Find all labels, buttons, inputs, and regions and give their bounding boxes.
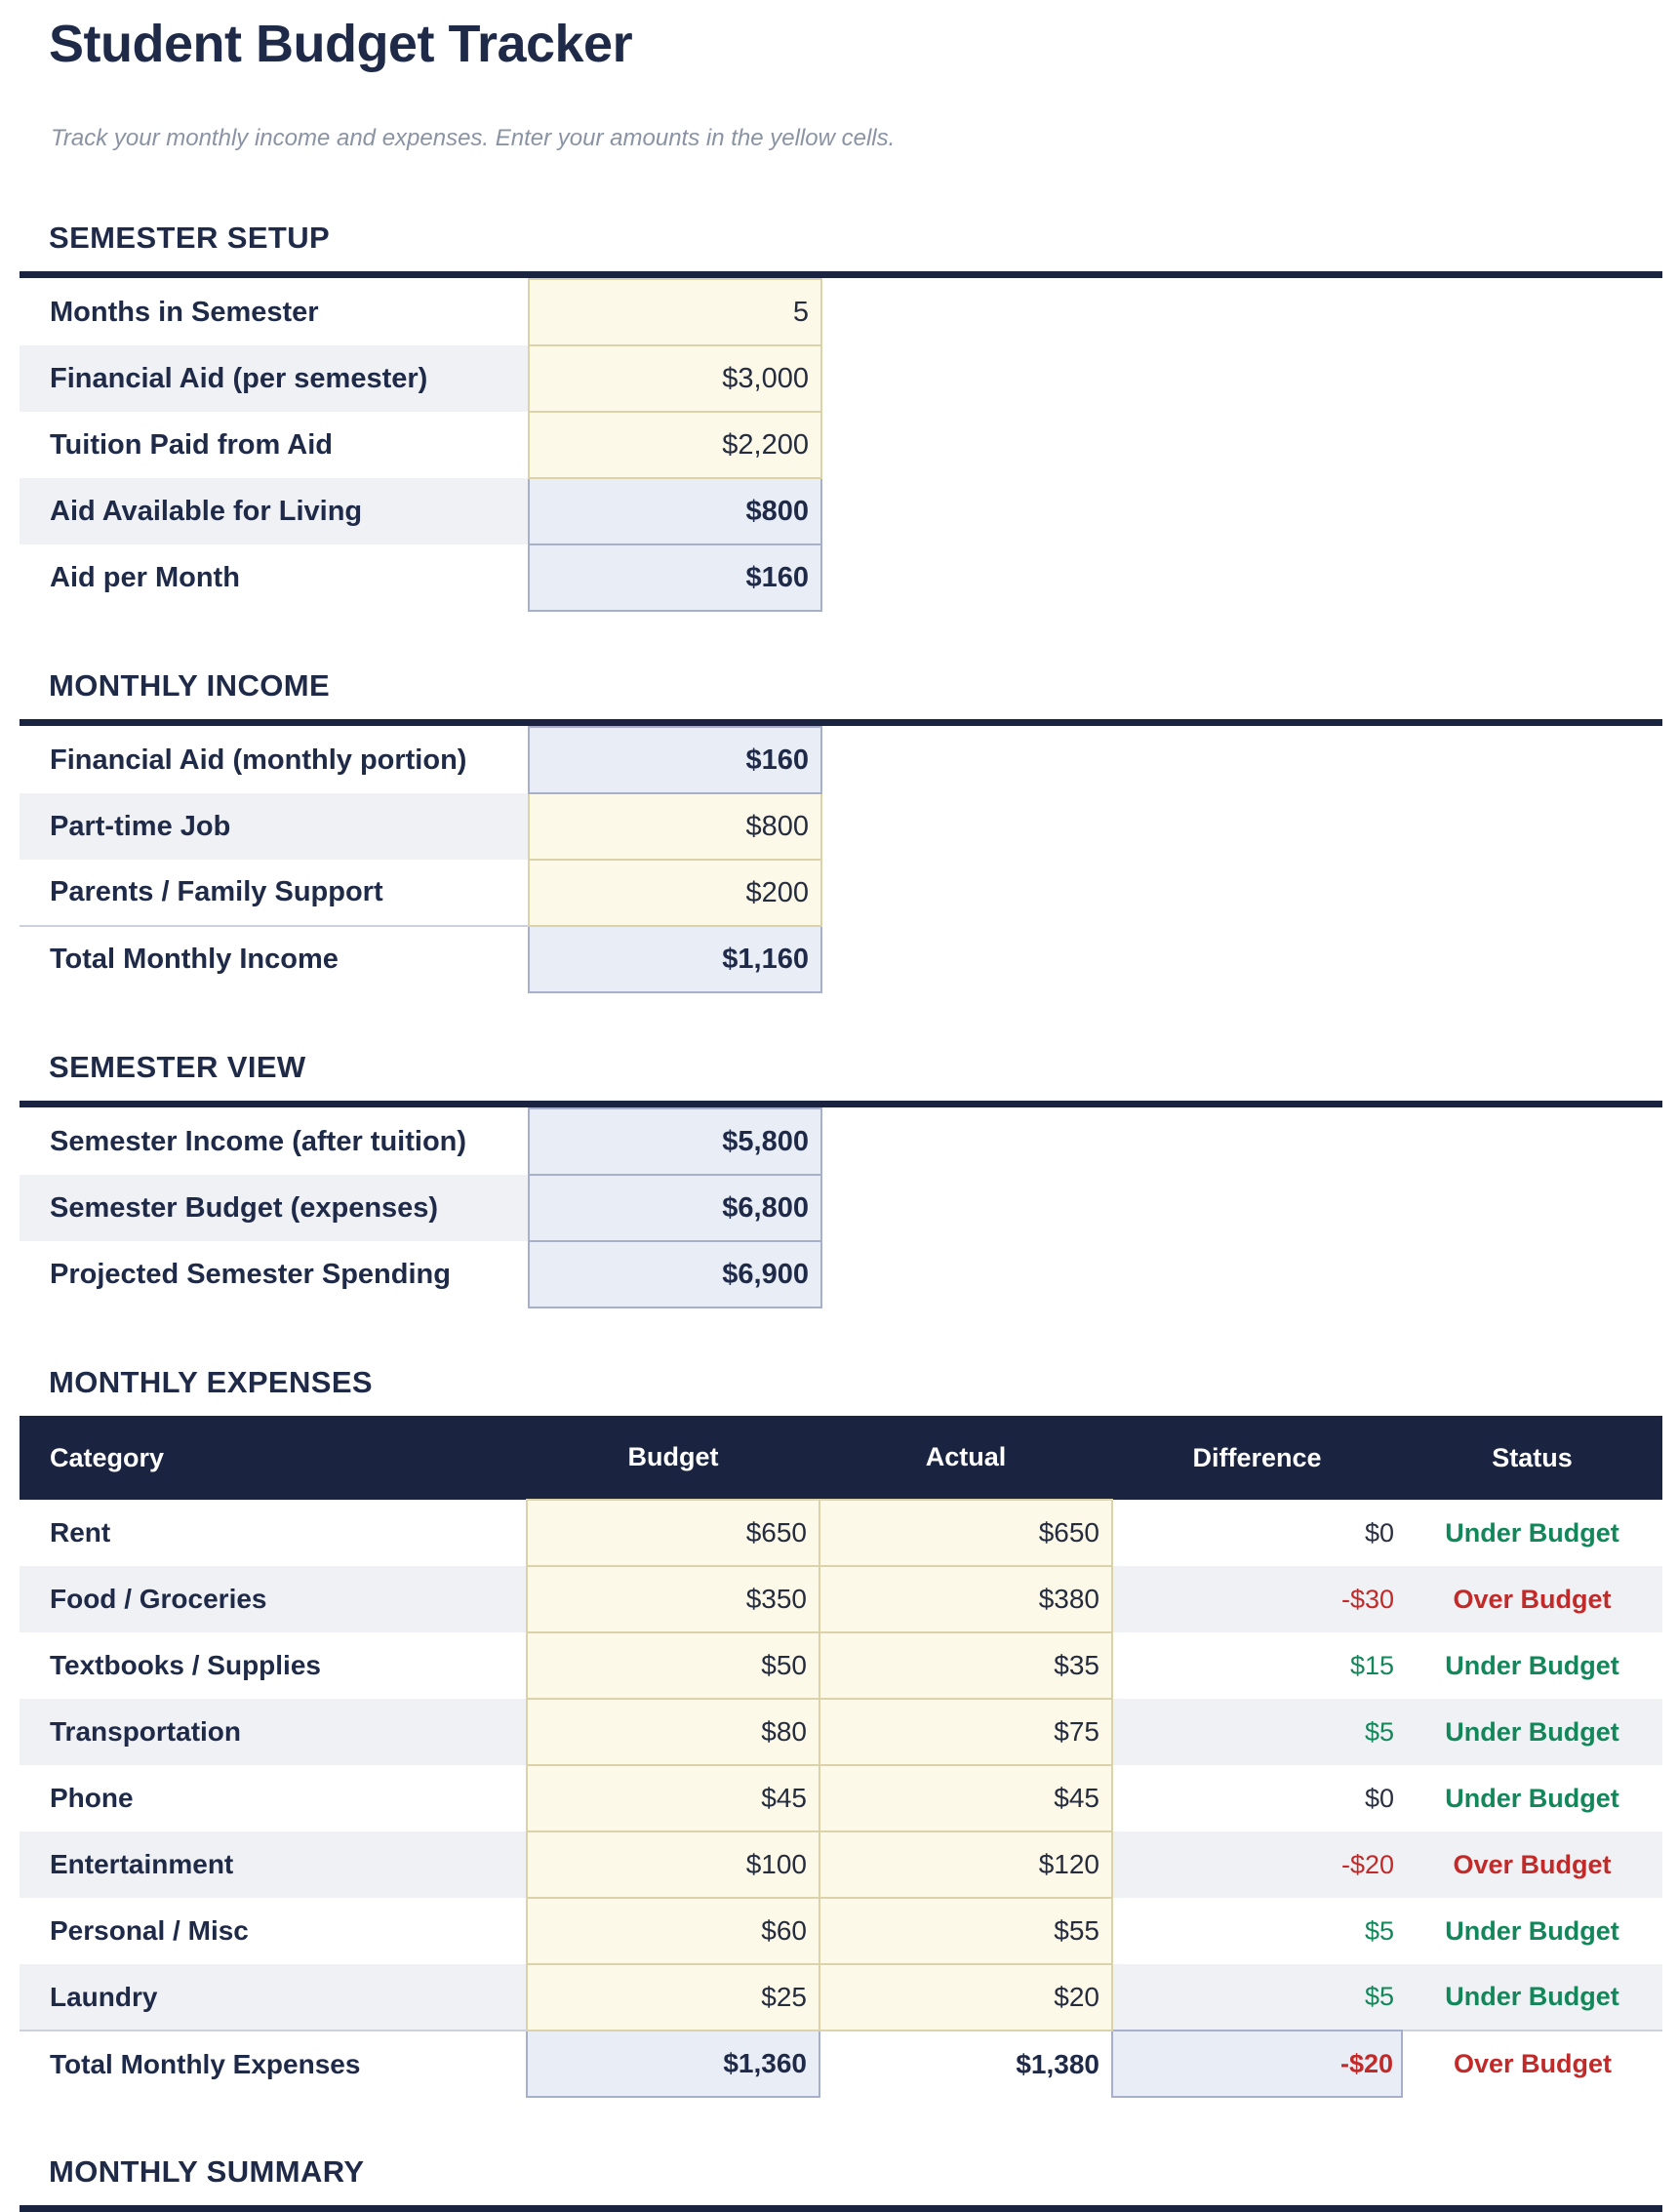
calculated-cell: $160 <box>529 544 821 611</box>
total-status-label: Over Budget <box>1402 2031 1662 2097</box>
expense-category: Transportation <box>50 1716 242 1747</box>
expense-row <box>20 1765 1662 1831</box>
table-row <box>20 793 821 860</box>
total-label: Total Monthly Expenses <box>20 2031 527 2097</box>
section-monthly-income <box>20 668 1662 993</box>
expense-category: Phone <box>50 1783 134 1813</box>
expense-row <box>20 1566 1662 1632</box>
expenses-total-row <box>20 2031 1662 2097</box>
expense-category: Rent <box>50 1517 111 1548</box>
column-header-difference: Difference <box>1192 1442 1322 1472</box>
calculated-cell: $5,800 <box>529 1108 821 1175</box>
status-label: Under Budget <box>1445 1915 1619 1946</box>
row-label: Parents / Family Support <box>50 876 383 907</box>
status-label: Under Budget <box>1445 1982 1619 2011</box>
table-row <box>20 544 821 611</box>
budget-input-cell[interactable]: $25 <box>527 1964 819 2031</box>
input-cell[interactable]: 5 <box>529 279 821 345</box>
expense-category: Laundry <box>50 1981 158 2012</box>
expense-category: Entertainment <box>50 1849 234 1879</box>
column-header-status: Status <box>1492 1442 1573 1472</box>
section-title-semester-setup: SEMESTER SETUP <box>49 221 331 255</box>
section-monthly-expenses <box>20 1365 1662 2098</box>
row-label: Part-time Job <box>50 810 231 842</box>
row-label: Financial Aid (monthly portion) <box>50 744 467 776</box>
actual-input-cell[interactable]: $75 <box>819 1699 1112 1765</box>
input-cell[interactable]: $2,200 <box>529 412 821 478</box>
budget-input-cell[interactable]: $60 <box>527 1898 819 1964</box>
section-rule <box>20 271 1662 278</box>
budget-input-cell[interactable]: $650 <box>527 1500 819 1566</box>
expense-row <box>20 1964 1662 2031</box>
section-semester-view <box>20 1050 1662 1308</box>
section-title-monthly-expenses: MONTHLY EXPENSES <box>49 1365 373 1399</box>
status-label: Over Budget <box>1453 1849 1612 1879</box>
actual-input-cell[interactable]: $35 <box>819 1632 1112 1699</box>
difference-value: $5 <box>1364 1716 1394 1747</box>
budget-input-cell[interactable]: $350 <box>527 1566 819 1632</box>
actual-input-cell[interactable]: $55 <box>819 1898 1112 1964</box>
section-rule <box>20 2205 1662 2212</box>
status-label: Under Budget <box>1445 1517 1619 1548</box>
difference-value: -$20 <box>1340 1849 1394 1879</box>
total-difference-cell: -$20 <box>1112 2031 1402 2097</box>
section-rule <box>20 1101 1662 1107</box>
calculated-cell: $6,800 <box>529 1175 821 1241</box>
semester-view-table <box>20 1107 822 1308</box>
table-row <box>20 1241 821 1307</box>
table-row <box>20 345 821 412</box>
section-semester-setup <box>20 221 1662 612</box>
section-title-monthly-summary: MONTHLY SUMMARY <box>49 2154 365 2189</box>
expense-category: Textbooks / Supplies <box>50 1650 321 1680</box>
row-label: Months in Semester <box>50 296 319 328</box>
expenses-header-row <box>20 1416 1662 1500</box>
difference-value: $15 <box>1349 1650 1394 1680</box>
expense-category: Food / Groceries <box>50 1584 267 1614</box>
input-cell[interactable]: $800 <box>529 793 821 860</box>
difference-value: $5 <box>1364 1982 1394 2011</box>
column-header-budget: Budget <box>627 1442 719 1471</box>
calculated-cell: $800 <box>529 478 821 544</box>
actual-input-cell[interactable]: $380 <box>819 1566 1112 1632</box>
table-row <box>20 478 821 544</box>
budget-input-cell[interactable]: $80 <box>527 1699 819 1765</box>
calculated-cell: $6,900 <box>529 1241 821 1307</box>
semester-setup-table <box>20 278 822 612</box>
budget-input-cell[interactable]: $100 <box>527 1831 819 1898</box>
column-header-category: Category <box>50 1442 165 1472</box>
row-label: Projected Semester Spending <box>50 1258 451 1290</box>
expense-row <box>20 1831 1662 1898</box>
section-title-monthly-income: MONTHLY INCOME <box>49 668 331 703</box>
status-label: Under Budget <box>1445 1716 1619 1747</box>
total-budget-cell: $1,360 <box>527 2031 819 2097</box>
page-subtitle: Track your monthly income and expenses. Enter your amounts in the yellow cells. <box>51 125 896 151</box>
difference-value: $0 <box>1364 1783 1394 1813</box>
actual-input-cell[interactable]: $20 <box>819 1964 1112 2031</box>
expense-row <box>20 1632 1662 1699</box>
input-cell[interactable]: $200 <box>529 860 821 926</box>
expense-row <box>20 1500 1662 1566</box>
budget-input-cell[interactable]: $50 <box>527 1632 819 1699</box>
actual-input-cell[interactable]: $45 <box>819 1765 1112 1831</box>
total-row <box>20 926 821 992</box>
expense-category: Personal / Misc <box>50 1915 249 1946</box>
difference-value: $0 <box>1364 1517 1394 1548</box>
expense-row <box>20 1898 1662 1964</box>
row-label: Aid Available for Living <box>50 495 363 527</box>
actual-input-cell[interactable]: $650 <box>819 1500 1112 1566</box>
row-label: Total Monthly Income <box>20 926 529 992</box>
row-label: Semester Budget (expenses) <box>50 1191 439 1224</box>
table-row <box>20 727 821 793</box>
total-actual-value: $1,380 <box>1016 2048 1099 2079</box>
status-label: Over Budget <box>1453 1584 1612 1614</box>
actual-input-cell[interactable]: $120 <box>819 1831 1112 1898</box>
expenses-table <box>20 1416 1662 2098</box>
row-label: Semester Income (after tuition) <box>50 1125 467 1157</box>
section-monthly-summary <box>20 2154 1662 2212</box>
budget-input-cell[interactable]: $45 <box>527 1765 819 1831</box>
table-row <box>20 1108 821 1175</box>
table-row <box>20 860 821 926</box>
table-row <box>20 279 821 345</box>
input-cell[interactable]: $3,000 <box>529 345 821 412</box>
row-label: Tuition Paid from Aid <box>50 428 333 461</box>
table-row <box>20 1175 821 1241</box>
row-label: Financial Aid (per semester) <box>50 362 428 394</box>
expense-row <box>20 1699 1662 1765</box>
status-label: Under Budget <box>1445 1783 1619 1813</box>
section-title-semester-view: SEMESTER VIEW <box>49 1050 306 1084</box>
column-header-actual: Actual <box>925 1442 1007 1471</box>
monthly-income-table <box>20 726 822 993</box>
calculated-cell: $1,160 <box>529 926 821 992</box>
row-label: Aid per Month <box>50 561 240 593</box>
section-rule <box>20 719 1662 726</box>
difference-value: -$30 <box>1340 1584 1394 1614</box>
status-label: Under Budget <box>1445 1650 1619 1680</box>
difference-value: $5 <box>1364 1915 1394 1946</box>
table-row <box>20 412 821 478</box>
page-title: Student Budget Tracker <box>49 15 633 73</box>
calculated-cell: $160 <box>529 727 821 793</box>
